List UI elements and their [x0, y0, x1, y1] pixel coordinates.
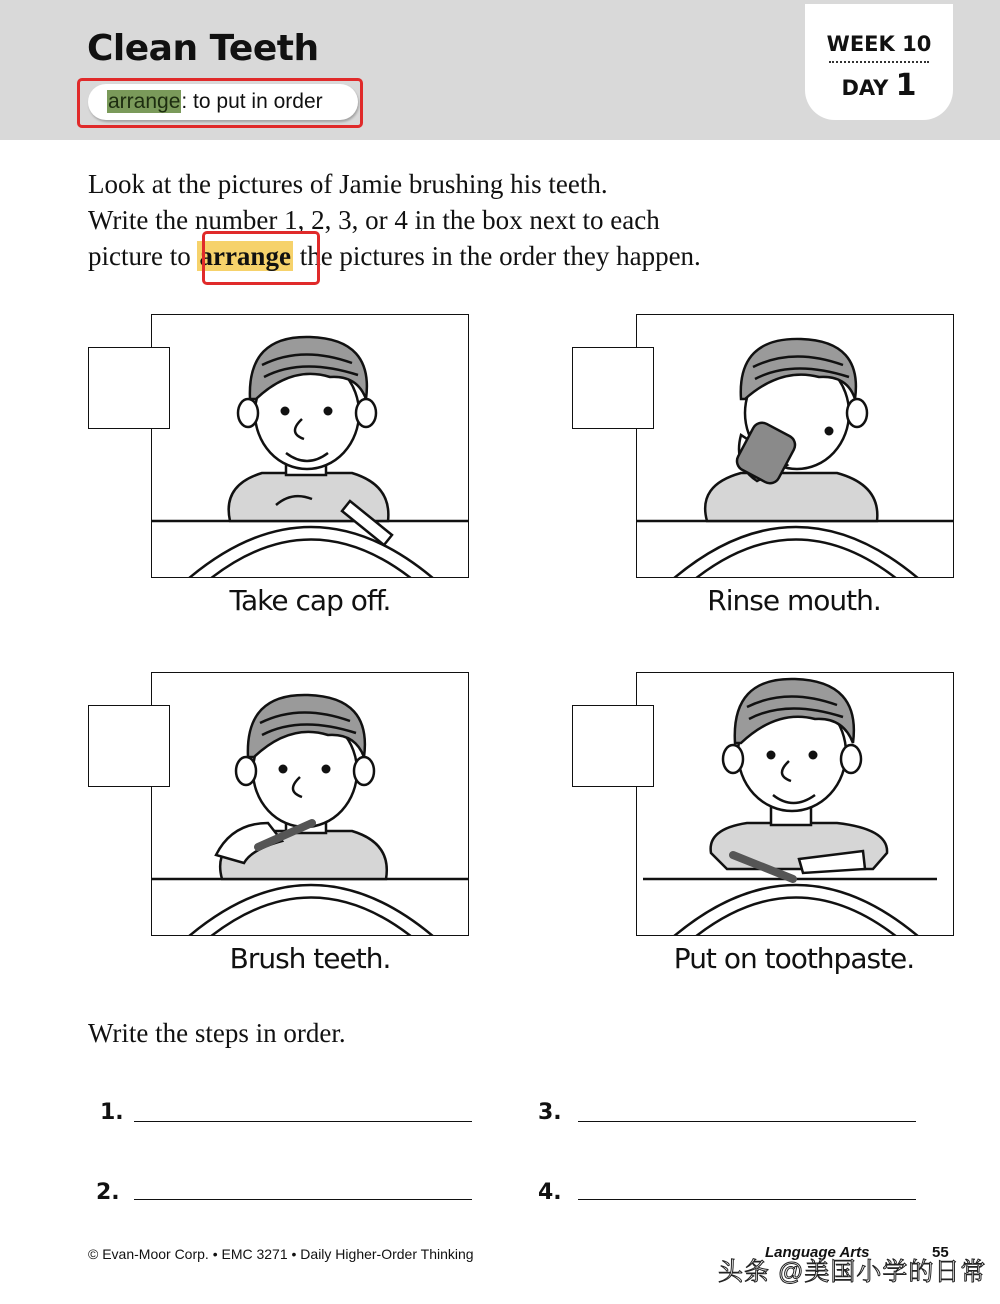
step-label-3: 3.: [538, 1100, 562, 1125]
day-text: DAY: [841, 76, 889, 100]
week-day-tab: [805, 4, 953, 120]
number-box-brush-teeth[interactable]: [88, 705, 170, 787]
number-box-take-cap-off[interactable]: [88, 347, 170, 429]
day-number: 1: [895, 68, 917, 103]
step-label-1: 1.: [100, 1100, 124, 1125]
picture-panel-take-cap-off: [151, 314, 469, 578]
number-box-put-on-toothpaste[interactable]: [572, 705, 654, 787]
number-box-rinse-mouth[interactable]: [572, 347, 654, 429]
instruction-keyword: arrange: [199, 241, 291, 271]
write-prompt: Write the steps in order.: [88, 1018, 346, 1048]
boy-applying-toothpaste-icon: [637, 673, 954, 936]
caption-take-cap-off: Take cap off.: [229, 584, 391, 617]
boy-drinking-cup-icon: [637, 315, 954, 578]
vocabulary-highlight-frame: [77, 78, 363, 128]
caption-put-on-toothpaste: Put on toothpaste.: [673, 942, 915, 975]
dotted-divider: [829, 61, 929, 63]
caption-rinse-mouth: Rinse mouth.: [707, 584, 881, 617]
boy-brushing-teeth-icon: [152, 673, 469, 936]
step-answer-line-3[interactable]: [578, 1121, 916, 1122]
copyright-footer: © Evan-Moor Corp. • EMC 3271 • Daily Higher-Order Thinking: [88, 1246, 474, 1262]
step-label-2: 2.: [96, 1180, 120, 1205]
picture-panel-brush-teeth: [151, 672, 469, 936]
header-band: [0, 0, 1000, 140]
page-title: Clean Teeth: [87, 28, 319, 69]
instructions: [88, 166, 701, 274]
step-label-4: 4.: [538, 1180, 562, 1205]
picture-panel-put-on-toothpaste: [636, 672, 954, 936]
picture-panel-rinse-mouth: [636, 314, 954, 578]
instruction-line-3-end: the pictures in the order they happen.: [292, 241, 701, 271]
step-answer-line-1[interactable]: [134, 1121, 472, 1122]
vocabulary-meaning: : to put in order: [181, 90, 323, 113]
vocabulary-word: arrange: [108, 90, 181, 113]
subject-label: Language Arts: [765, 1244, 870, 1261]
instruction-line-3: [88, 238, 701, 274]
instruction-line-3-start: picture to: [88, 241, 198, 271]
boy-taking-cap-off-toothpaste-icon: [152, 315, 469, 578]
day-label: [805, 68, 953, 103]
page-number: 55: [932, 1244, 949, 1261]
instruction-line-2: Write the number 1, 2, 3, or 4 in the box next to each: [88, 205, 660, 235]
step-answer-line-4[interactable]: [578, 1199, 916, 1200]
caption-brush-teeth: Brush teeth.: [229, 942, 391, 975]
watermark: 头条 @美国小学的日常: [718, 1258, 987, 1286]
step-answer-line-2[interactable]: [134, 1199, 472, 1200]
instruction-line-1: Look at the pictures of Jamie brushing his teeth.: [88, 169, 608, 199]
keyword-highlight-frame: [202, 231, 320, 285]
week-label: WEEK 10: [826, 32, 932, 56]
